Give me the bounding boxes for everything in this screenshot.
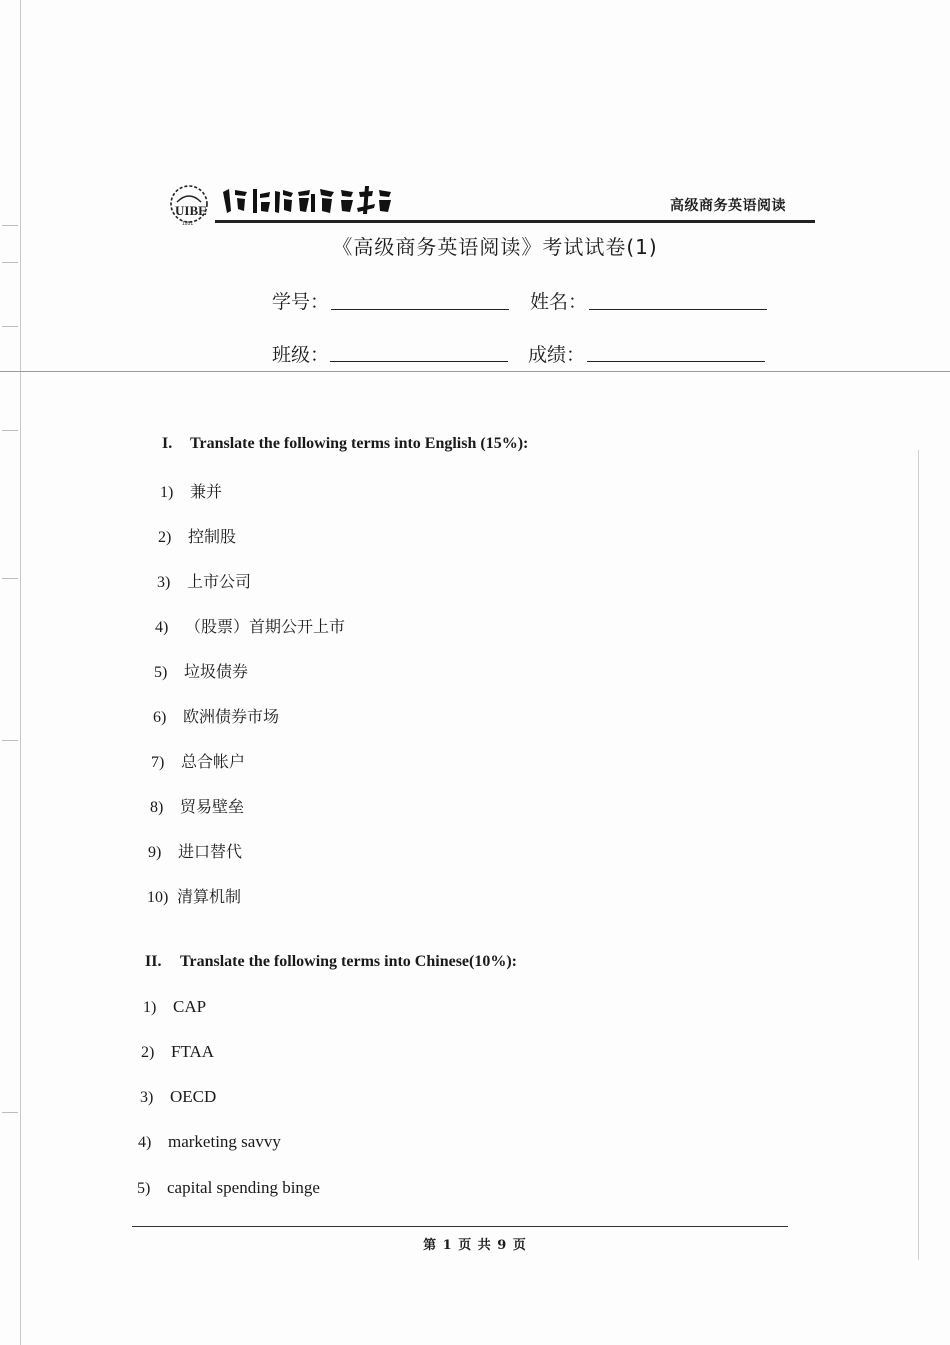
list-item: 2) FTAA — [141, 1042, 215, 1061]
section-1-heading — [162, 435, 528, 453]
list-item: 4) （股票）首期公开上市 — [155, 617, 346, 636]
exam-title: 《高级商务英语阅读》考试试卷(1) — [332, 235, 658, 259]
class-label: 班级： — [272, 344, 330, 366]
university-logo — [165, 178, 395, 226]
fold-line — [0, 371, 950, 372]
list-item: 10) 清算机制 — [147, 887, 242, 906]
section-2-title: Translate the following terms into Chinese(10%): — [180, 953, 517, 970]
list-item: 1) 兼并 — [160, 482, 223, 501]
score-label: 成绩： — [528, 344, 586, 366]
list-item: 1) CAP — [143, 997, 207, 1016]
name-label: 姓名： — [530, 291, 588, 313]
scan-tick — [2, 225, 18, 226]
section-2-number: II. — [145, 953, 162, 970]
list-item: 4) marketing savvy — [138, 1132, 281, 1151]
class-field[interactable] — [330, 361, 508, 362]
list-item: 5) capital spending binge — [137, 1178, 320, 1197]
footer-rule — [132, 1226, 788, 1227]
page-number: 第 1 页 共 9 页 — [423, 1238, 527, 1253]
scan-tick — [2, 1112, 18, 1113]
course-name: 高级商务英语阅读 — [670, 198, 786, 214]
svg-text:1951: 1951 — [182, 221, 194, 226]
scan-tick — [2, 740, 18, 741]
student-id-label: 学号： — [272, 291, 330, 313]
list-item: 8) 贸易壁垒 — [150, 797, 245, 816]
list-item: 2) 控制股 — [158, 527, 237, 546]
score-field[interactable] — [587, 361, 765, 362]
list-item: 3) OECD — [140, 1087, 217, 1106]
list-item: 5) 垃圾债券 — [154, 662, 249, 681]
section-1-number: I. — [162, 435, 173, 452]
list-item: 9) 进口替代 — [148, 842, 243, 861]
section-1-title: Translate the following terms into English (15%): — [190, 435, 529, 452]
svg-text:UIBE: UIBE — [175, 203, 207, 218]
scan-tick — [2, 430, 18, 431]
uibe-emblem-icon — [171, 186, 207, 226]
scan-tick — [2, 326, 18, 327]
scan-edge-left — [20, 0, 21, 1345]
scan-tick — [2, 578, 18, 579]
section-2-heading — [145, 953, 517, 971]
list-item: 3) 上市公司 — [157, 572, 252, 591]
name-field[interactable] — [589, 309, 767, 310]
student-id-field[interactable] — [331, 309, 509, 310]
header-rule — [215, 220, 815, 223]
scan-edge-right — [918, 450, 919, 1260]
calligraphy-name — [223, 186, 391, 214]
list-item: 6) 欧洲债券市场 — [153, 707, 280, 726]
list-item: 7) 总合帐户 — [151, 752, 246, 771]
scan-tick — [2, 262, 18, 263]
